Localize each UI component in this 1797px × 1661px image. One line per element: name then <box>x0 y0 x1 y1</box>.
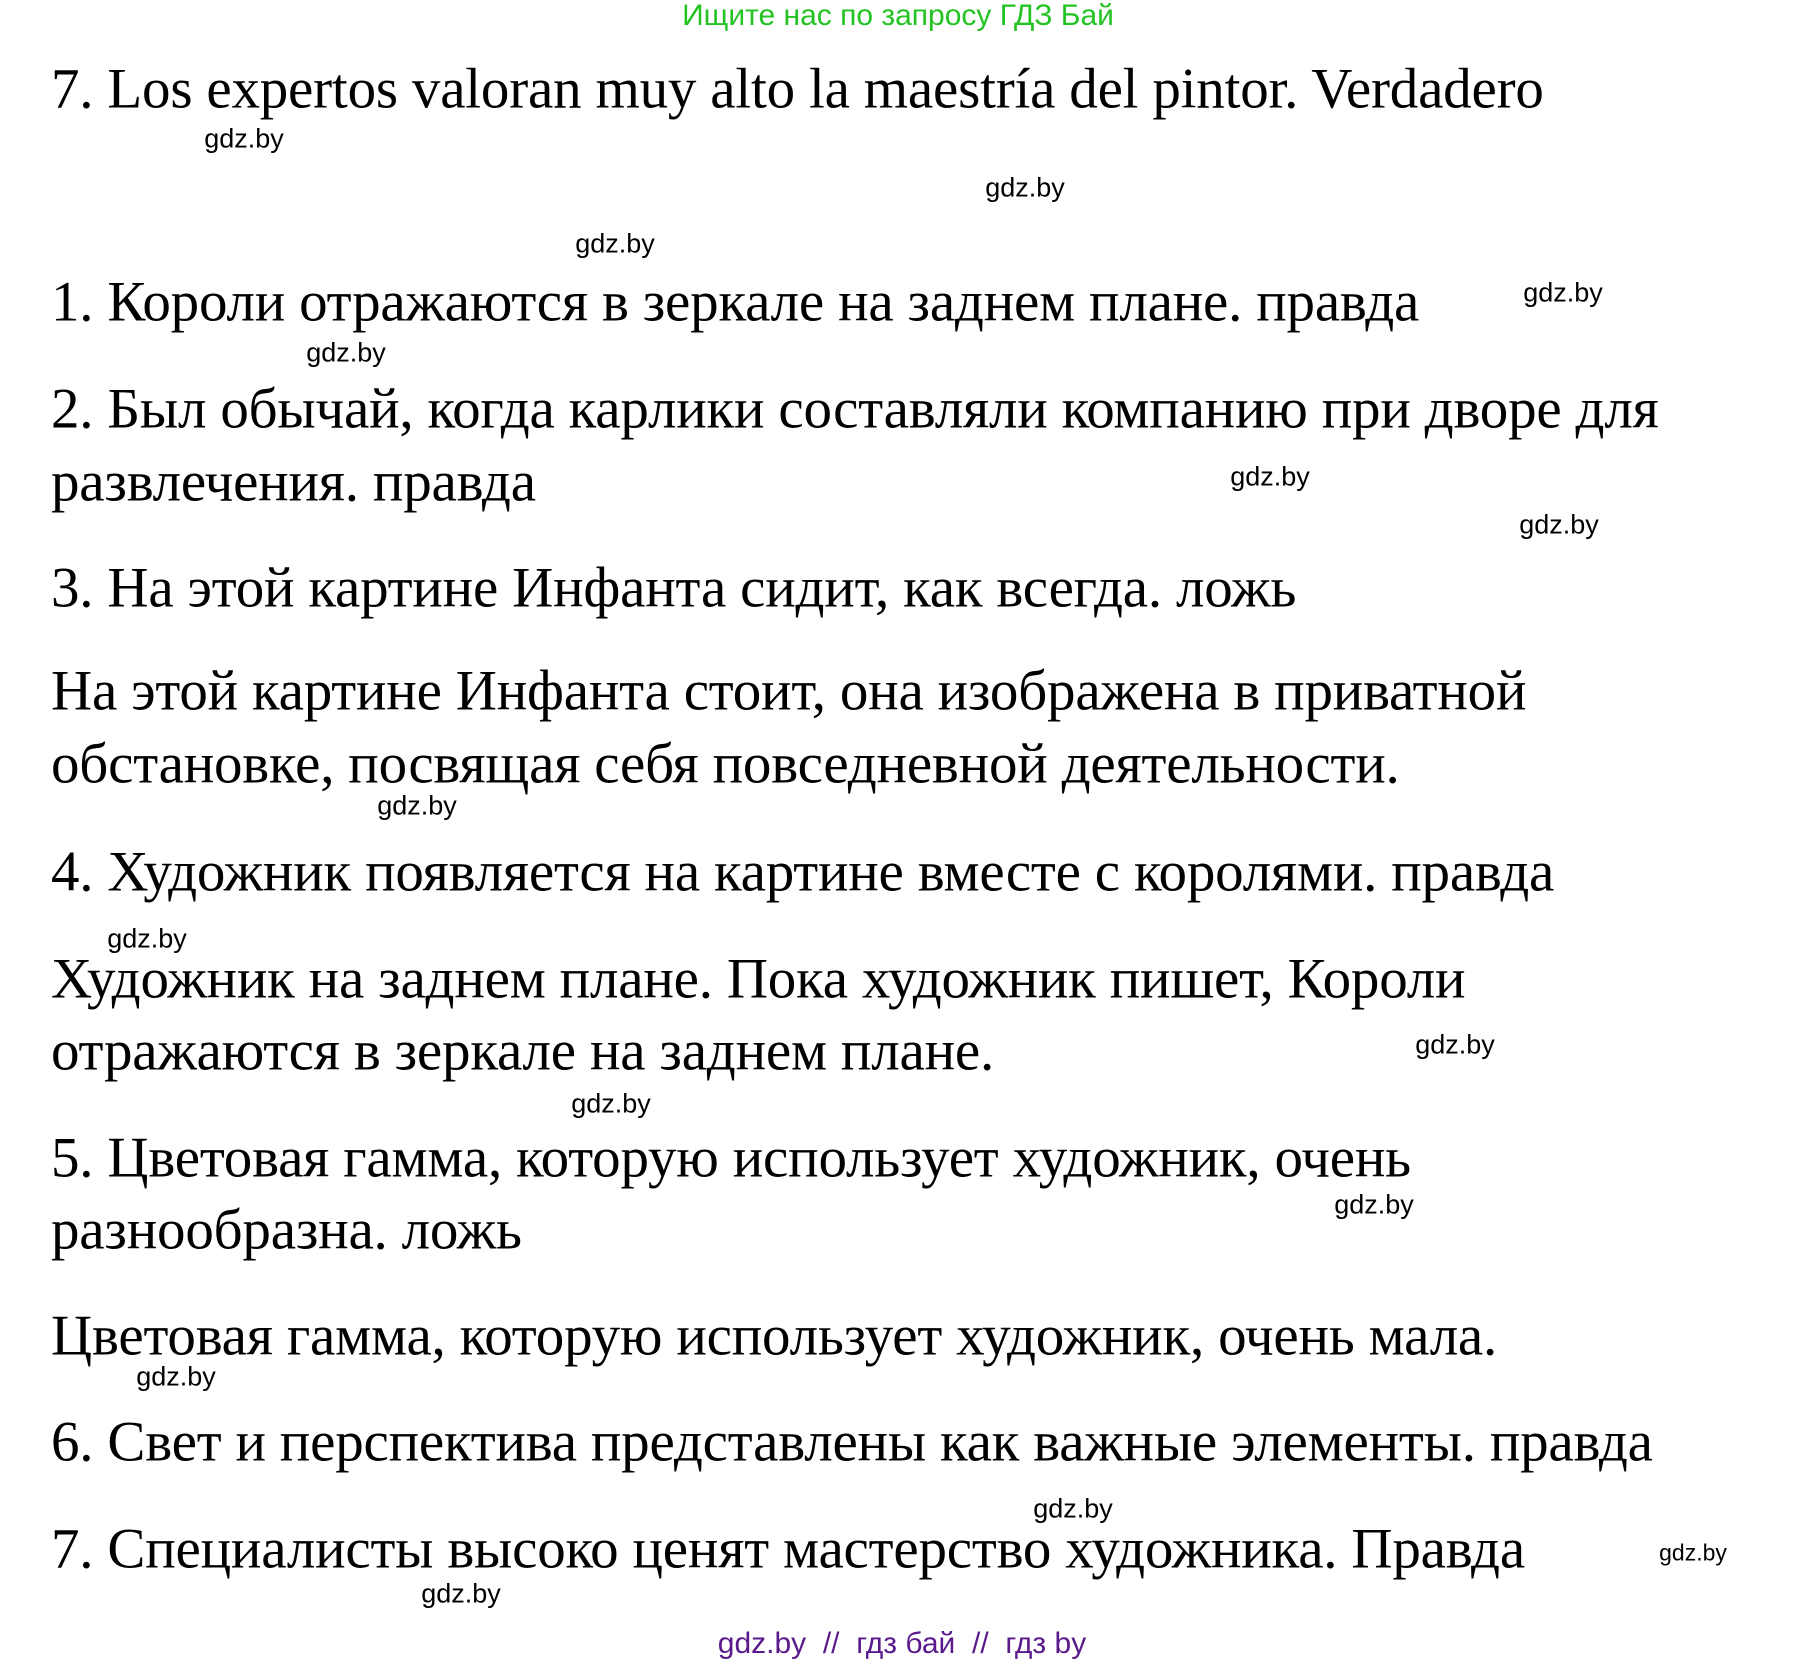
answer-line: развлечения. правда <box>51 450 536 514</box>
answer-line: На этой картине Инфанта стоит, она изображена в приватной <box>51 659 1527 723</box>
answer-line: 6. Свет и перспектива представлены как важные элементы. правда <box>51 1410 1653 1474</box>
watermark: gdz.by <box>1033 1493 1113 1524</box>
watermark: gdz.by <box>1334 1189 1414 1220</box>
answer-line: 4. Художник появляется на картине вместе с королями. правда <box>51 840 1555 904</box>
answer-line: 7. Los expertos valoran muy alto la maestría del pintor. Verdadero <box>51 57 1544 121</box>
watermark: gdz.by <box>1659 1539 1727 1566</box>
answer-line: 3. На этой картине Инфанта сидит, как всегда. ложь <box>51 556 1297 620</box>
watermark: gdz.by <box>575 228 655 259</box>
watermark: gdz.by <box>1519 509 1599 540</box>
footer-text: gdz.by // гдз бай // гдз by <box>717 1627 1087 1660</box>
watermark: gdz.by <box>985 172 1065 203</box>
watermark: gdz.by <box>377 790 457 821</box>
watermark: gdz.by <box>306 337 386 368</box>
answer-line: 2. Был обычай, когда карлики составляли компанию при дворе для <box>51 377 1659 441</box>
answer-line: 1. Короли отражаются в зеркале на заднем плане. правда <box>51 270 1420 334</box>
answer-line: обстановке, посвящая себя повседневной деятельности. <box>51 732 1400 796</box>
search-hint-banner: Ищите нас по запросу ГДЗ Бай <box>682 0 1114 32</box>
watermark: gdz.by <box>1415 1029 1495 1060</box>
answer-line: разнообразна. ложь <box>51 1198 522 1262</box>
answer-line: 5. Цветовая гамма, которую использует художник, очень <box>51 1126 1411 1190</box>
answer-line: отражаются в зеркале на заднем плане. <box>51 1019 995 1083</box>
watermark: gdz.by <box>421 1578 501 1609</box>
answer-line: 7. Специалисты высоко ценят мастерство художника. Правда <box>51 1517 1525 1581</box>
answer-line: Художник на заднем плане. Пока художник пишет, Короли <box>51 947 1466 1011</box>
watermark: gdz.by <box>204 123 284 154</box>
answer-line: Цветовая гамма, которую использует художник, очень мала. <box>51 1304 1498 1368</box>
watermark: gdz.by <box>1230 461 1310 492</box>
watermark: gdz.by <box>107 923 187 954</box>
watermark: gdz.by <box>136 1361 216 1392</box>
watermark: gdz.by <box>571 1088 651 1119</box>
watermark: gdz.by <box>1523 277 1603 308</box>
